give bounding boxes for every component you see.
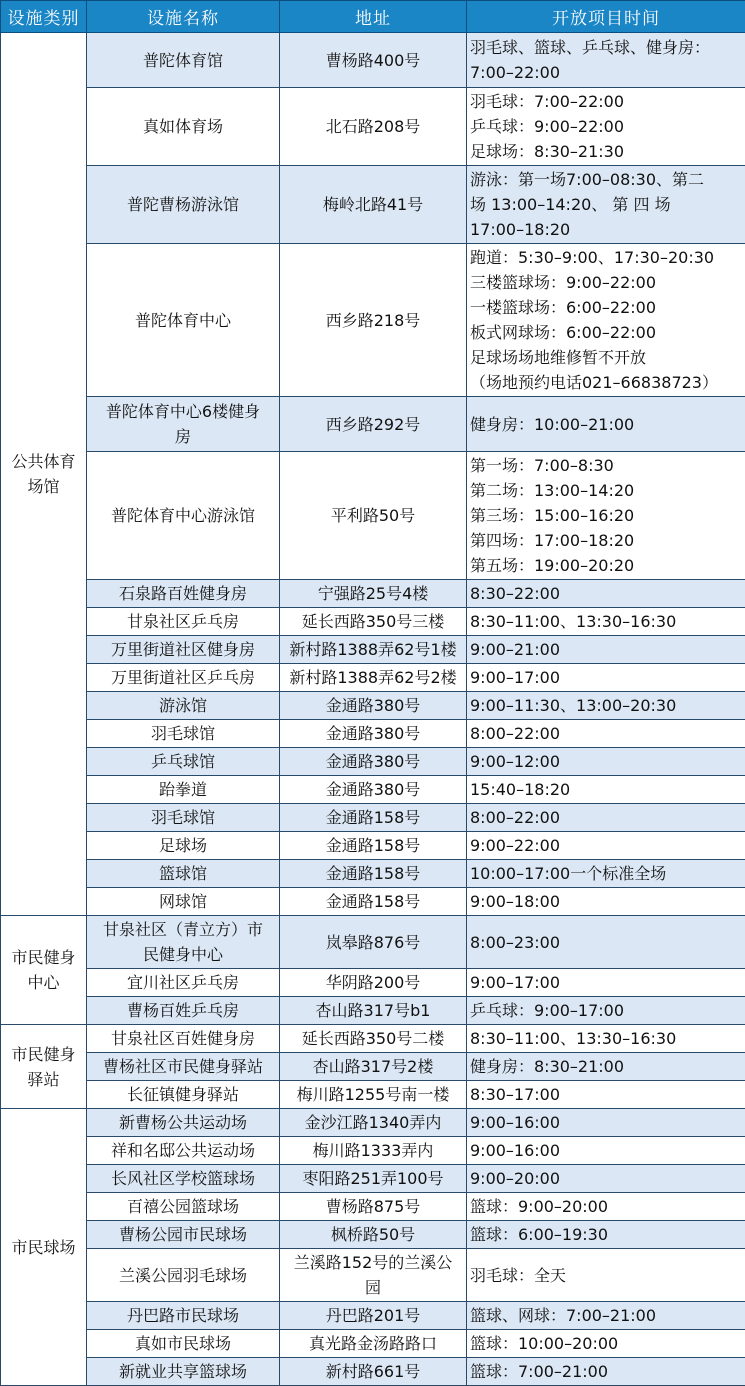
hours-cell: [467, 804, 745, 832]
table-row: [1, 1302, 745, 1330]
facility-name-cell: [87, 580, 280, 608]
hours-cell: [467, 1165, 745, 1193]
cell-line: 羽毛球馆: [90, 805, 276, 830]
cell-line: 市民球场: [4, 1235, 83, 1260]
cell-line: 金通路380号: [283, 693, 463, 718]
table-row: [1, 888, 745, 916]
cell-line: 8:30–11:00、13:30–16:30: [470, 609, 742, 634]
cell-line: 曹杨路875号: [283, 1194, 463, 1219]
cell-line: 曹杨社区市民健身驿站: [90, 1054, 276, 1079]
cell-line: 8:30–17:00: [470, 1082, 742, 1107]
table-row: [1, 832, 745, 860]
table-row: [1, 33, 745, 88]
facility-name-cell: [87, 244, 280, 397]
table-row: [1, 88, 745, 166]
table-row: [1, 720, 745, 748]
address-cell: [280, 916, 467, 969]
facility-name-cell: [87, 1302, 280, 1330]
facility-name-cell: [87, 1081, 280, 1109]
table-row: [1, 997, 745, 1025]
cell-line: 普陀体育中心6楼健身: [90, 399, 276, 424]
cell-line: 7:00–22:00: [470, 60, 742, 85]
facility-name-cell: [87, 33, 280, 88]
cell-line: 新就业共享篮球场: [90, 1359, 276, 1384]
cell-line: 篮球馆: [90, 861, 276, 886]
table-row: [1, 1053, 745, 1081]
hours-cell: [467, 1053, 745, 1081]
hours-cell: [467, 748, 745, 776]
cell-line: 第四场：17:00–18:20: [470, 528, 742, 553]
cell-line: 篮球、网球：7:00–21:00: [470, 1303, 742, 1328]
cell-line: 9:00–12:00: [470, 749, 742, 774]
cell-line: 篮球：6:00–19:30: [470, 1222, 742, 1247]
cell-line: 真如市民球场: [90, 1331, 276, 1356]
header-category: 设施类别: [1, 1, 87, 33]
table-row: [1, 1193, 745, 1221]
hours-cell: [467, 580, 745, 608]
table-row: [1, 636, 745, 664]
hours-cell: [467, 1193, 745, 1221]
cell-line: 篮球：10:00–20:00: [470, 1331, 742, 1356]
header-hours: 开放项目时间: [467, 1, 745, 33]
cell-line: （场地预约电话021–66838723）: [470, 370, 742, 395]
cell-line: 平利路50号: [283, 503, 463, 528]
cell-line: 杏山路317号b1: [283, 998, 463, 1023]
facility-name-cell: [87, 397, 280, 452]
table-row: [1, 1330, 745, 1358]
cell-line: 华阴路200号: [283, 970, 463, 995]
cell-line: 梅岭北路41号: [283, 192, 463, 217]
facility-name-cell: [87, 832, 280, 860]
cell-line: 普陀曹杨游泳馆: [90, 192, 276, 217]
cell-line: 园: [283, 1275, 463, 1300]
hours-cell: [467, 397, 745, 452]
cell-line: 网球馆: [90, 889, 276, 914]
cell-line: 延长西路350号二楼: [283, 1026, 463, 1051]
address-cell: [280, 860, 467, 888]
address-cell: [280, 33, 467, 88]
cell-line: 游泳：第一场7:00–08:30、第二: [470, 167, 742, 192]
cell-line: 丹巴路市民球场: [90, 1303, 276, 1328]
address-cell: [280, 969, 467, 997]
cell-line: 甘泉社区（青立方）市: [90, 917, 276, 942]
cell-line: 足球场场地维修暂不开放: [470, 345, 742, 370]
facility-name-cell: [87, 636, 280, 664]
cell-line: 祥和名邸公共运动场: [90, 1138, 276, 1163]
header-name: 设施名称: [87, 1, 280, 33]
cell-line: 健身房：10:00–21:00: [470, 412, 742, 437]
cell-line: 市民健身: [4, 1042, 83, 1067]
cell-line: 甘泉社区乒乓房: [90, 609, 276, 634]
cell-line: 9:00–17:00: [470, 665, 742, 690]
address-cell: [280, 888, 467, 916]
cell-line: 市民健身: [4, 945, 83, 970]
table-row: [1, 664, 745, 692]
hours-cell: [467, 1358, 745, 1386]
cell-line: 场 13:00–14:20、 第 四 场: [470, 192, 742, 217]
cell-line: 8:00–23:00: [470, 930, 742, 955]
hours-cell: [467, 888, 745, 916]
table-row: [1, 1081, 745, 1109]
cell-line: 枣阳路251弄100号: [283, 1166, 463, 1191]
cell-line: 新曹杨公共运动场: [90, 1110, 276, 1135]
hours-cell: [467, 1249, 745, 1302]
facility-name-cell: [87, 776, 280, 804]
hours-cell: [467, 244, 745, 397]
facility-name-cell: [87, 1025, 280, 1053]
hours-cell: [467, 1137, 745, 1165]
hours-cell: [467, 1330, 745, 1358]
cell-line: 游泳馆: [90, 693, 276, 718]
hours-cell: [467, 664, 745, 692]
table-row: [1, 244, 745, 397]
facility-name-cell: [87, 1358, 280, 1386]
cell-line: 跆拳道: [90, 777, 276, 802]
hours-cell: [467, 997, 745, 1025]
facility-name-cell: [87, 916, 280, 969]
facility-name-cell: [87, 1137, 280, 1165]
category-cell: [1, 916, 87, 1025]
address-cell: [280, 1081, 467, 1109]
cell-line: 第二场：13:00–14:20: [470, 478, 742, 503]
table-row: [1, 580, 745, 608]
cell-line: 篮球：9:00–20:00: [470, 1194, 742, 1219]
cell-line: 三楼篮球场：9:00–22:00: [470, 270, 742, 295]
category-cell: [1, 1025, 87, 1109]
address-cell: [280, 776, 467, 804]
cell-line: 新村路1388弄62号1楼: [283, 637, 463, 662]
facility-name-cell: [87, 1109, 280, 1137]
cell-line: 梅川路1255号南一楼: [283, 1082, 463, 1107]
cell-line: 延长西路350号三楼: [283, 609, 463, 634]
cell-line: 石泉路百姓健身房: [90, 581, 276, 606]
table-body: [1, 33, 745, 1386]
hours-cell: [467, 916, 745, 969]
address-cell: [280, 608, 467, 636]
cell-line: 羽毛球：7:00–22:00: [470, 89, 742, 114]
cell-line: 西乡路292号: [283, 412, 463, 437]
table-row: [1, 776, 745, 804]
cell-line: 金通路158号: [283, 861, 463, 886]
cell-line: 宜川社区乒乓房: [90, 970, 276, 995]
cell-line: 第五场：19:00–20:20: [470, 553, 742, 578]
address-cell: [280, 397, 467, 452]
address-cell: [280, 804, 467, 832]
address-cell: [280, 244, 467, 397]
hours-cell: [467, 1221, 745, 1249]
table-row: [1, 1249, 745, 1302]
cell-line: 金通路380号: [283, 777, 463, 802]
facility-name-cell: [87, 608, 280, 636]
hours-cell: [467, 1081, 745, 1109]
facility-name-cell: [87, 1165, 280, 1193]
table-header: [1, 1, 745, 33]
address-cell: [280, 1165, 467, 1193]
facility-name-cell: [87, 748, 280, 776]
facility-name-cell: [87, 888, 280, 916]
cell-line: 9:00–20:00: [470, 1166, 742, 1191]
cell-line: 羽毛球、篮球、乒乓球、健身房：: [470, 35, 742, 60]
address-cell: [280, 1053, 467, 1081]
cell-line: 西乡路218号: [283, 308, 463, 333]
facility-name-cell: [87, 88, 280, 166]
cell-line: 健身房：8:30–21:00: [470, 1054, 742, 1079]
table-row: [1, 608, 745, 636]
table-row: [1, 804, 745, 832]
address-cell: [280, 1221, 467, 1249]
table-row: [1, 1221, 745, 1249]
facility-name-cell: [87, 1249, 280, 1302]
address-cell: [280, 748, 467, 776]
cell-line: 9:00–16:00: [470, 1138, 742, 1163]
cell-line: 金通路158号: [283, 833, 463, 858]
address-cell: [280, 580, 467, 608]
address-cell: [280, 1137, 467, 1165]
cell-line: 曹杨路400号: [283, 48, 463, 73]
cell-line: 枫桥路50号: [283, 1222, 463, 1247]
cell-line: 金沙江路1340弄内: [283, 1110, 463, 1135]
facility-name-cell: [87, 664, 280, 692]
cell-line: 兰溪公园羽毛球场: [90, 1263, 276, 1288]
table-row: [1, 1109, 745, 1137]
facility-name-cell: [87, 1193, 280, 1221]
address-cell: [280, 452, 467, 580]
cell-line: 10:00–17:00一个标准全场: [470, 861, 742, 886]
table-row: [1, 916, 745, 969]
facility-name-cell: [87, 1053, 280, 1081]
table-row: [1, 452, 745, 580]
cell-line: 甘泉社区百姓健身房: [90, 1026, 276, 1051]
table-row: [1, 1358, 745, 1386]
cell-line: 场馆: [4, 474, 83, 499]
cell-line: 长征镇健身驿站: [90, 1082, 276, 1107]
address-cell: [280, 692, 467, 720]
cell-line: 篮球：7:00–21:00: [470, 1359, 742, 1384]
cell-line: 乒乓球：9:00–17:00: [470, 998, 742, 1023]
hours-cell: [467, 969, 745, 997]
cell-line: 乒乓球馆: [90, 749, 276, 774]
cell-line: 17:00–18:20: [470, 217, 742, 242]
hours-cell: [467, 860, 745, 888]
cell-line: 跑道：5:30–9:00、17:30–20:30: [470, 245, 742, 270]
cell-line: 8:00–22:00: [470, 805, 742, 830]
hours-cell: [467, 1109, 745, 1137]
table-row: [1, 1025, 745, 1053]
facility-name-cell: [87, 452, 280, 580]
hours-cell: [467, 692, 745, 720]
cell-line: 百禧公园篮球场: [90, 1194, 276, 1219]
address-cell: [280, 88, 467, 166]
address-cell: [280, 1193, 467, 1221]
table-row: [1, 692, 745, 720]
hours-cell: [467, 608, 745, 636]
cell-line: 普陀体育中心游泳馆: [90, 503, 276, 528]
header-address: 地址: [280, 1, 467, 33]
facility-name-cell: [87, 1330, 280, 1358]
cell-line: 公共体育: [4, 449, 83, 474]
cell-line: 曹杨百姓乒乓房: [90, 998, 276, 1023]
cell-line: 足球场: [90, 833, 276, 858]
facility-name-cell: [87, 1221, 280, 1249]
cell-line: 曹杨公园市民球场: [90, 1222, 276, 1247]
cell-line: 第三场：15:00–16:20: [470, 503, 742, 528]
address-cell: [280, 664, 467, 692]
cell-line: 真如体育场: [90, 114, 276, 139]
address-cell: [280, 1109, 467, 1137]
address-cell: [280, 832, 467, 860]
cell-line: 驿站: [4, 1067, 83, 1092]
cell-line: 丹巴路201号: [283, 1303, 463, 1328]
cell-line: 真光路金汤路路口: [283, 1331, 463, 1356]
hours-cell: [467, 636, 745, 664]
cell-line: 金通路158号: [283, 889, 463, 914]
facility-name-cell: [87, 692, 280, 720]
cell-line: 梅川路1333弄内: [283, 1138, 463, 1163]
cell-line: 房: [90, 424, 276, 449]
cell-line: 第一场：7:00–8:30: [470, 453, 742, 478]
table-row: [1, 1165, 745, 1193]
cell-line: 羽毛球馆: [90, 721, 276, 746]
cell-line: 板式网球场：6:00–22:00: [470, 320, 742, 345]
cell-line: 羽毛球：全天: [470, 1263, 742, 1288]
cell-line: 金通路380号: [283, 749, 463, 774]
cell-line: 足球场：8:30–21:30: [470, 139, 742, 164]
cell-line: 8:30–11:00、13:30–16:30: [470, 1026, 742, 1051]
cell-line: 岚皋路876号: [283, 930, 463, 955]
table-row: [1, 969, 745, 997]
cell-line: 中心: [4, 970, 83, 995]
cell-line: 北石路208号: [283, 114, 463, 139]
cell-line: 民健身中心: [90, 942, 276, 967]
table-row: [1, 748, 745, 776]
cell-line: 8:00–22:00: [470, 721, 742, 746]
hours-cell: [467, 452, 745, 580]
address-cell: [280, 720, 467, 748]
facility-name-cell: [87, 969, 280, 997]
cell-line: 万里街道社区乒乓房: [90, 665, 276, 690]
facility-name-cell: [87, 720, 280, 748]
cell-line: 15:40–18:20: [470, 777, 742, 802]
category-cell: [1, 1109, 87, 1386]
address-cell: [280, 1358, 467, 1386]
cell-line: 9:00–21:00: [470, 637, 742, 662]
hours-cell: [467, 776, 745, 804]
hours-cell: [467, 88, 745, 166]
address-cell: [280, 1330, 467, 1358]
table-row: [1, 860, 745, 888]
cell-line: 新村路1388弄62号2楼: [283, 665, 463, 690]
header-row: [1, 1, 745, 33]
cell-line: 9:00–16:00: [470, 1110, 742, 1135]
address-cell: [280, 166, 467, 244]
cell-line: 万里街道社区健身房: [90, 637, 276, 662]
hours-cell: [467, 720, 745, 748]
hours-cell: [467, 166, 745, 244]
table-row: [1, 397, 745, 452]
address-cell: [280, 1249, 467, 1302]
cell-line: 乒乓球：9:00–22:00: [470, 114, 742, 139]
facility-name-cell: [87, 860, 280, 888]
address-cell: [280, 997, 467, 1025]
table-row: [1, 1137, 745, 1165]
address-cell: [280, 636, 467, 664]
cell-line: 宁强路25号4楼: [283, 581, 463, 606]
hours-cell: [467, 1025, 745, 1053]
cell-line: 8:30–22:00: [470, 581, 742, 606]
hours-cell: [467, 832, 745, 860]
cell-line: 9:00–17:00: [470, 970, 742, 995]
address-cell: [280, 1025, 467, 1053]
facility-name-cell: [87, 997, 280, 1025]
cell-line: 9:00–18:00: [470, 889, 742, 914]
address-cell: [280, 1302, 467, 1330]
cell-line: 兰溪路152号的兰溪公: [283, 1250, 463, 1275]
cell-line: 金通路158号: [283, 805, 463, 830]
facility-name-cell: [87, 804, 280, 832]
category-cell: [1, 33, 87, 916]
cell-line: 普陀体育中心: [90, 308, 276, 333]
hours-cell: [467, 33, 745, 88]
cell-line: 金通路380号: [283, 721, 463, 746]
facility-name-cell: [87, 166, 280, 244]
cell-line: 一楼篮球场：6:00–22:00: [470, 295, 742, 320]
cell-line: 普陀体育馆: [90, 48, 276, 73]
cell-line: 新村路661号: [283, 1359, 463, 1384]
cell-line: 杏山路317号2楼: [283, 1054, 463, 1079]
table-row: [1, 166, 745, 244]
hours-cell: [467, 1302, 745, 1330]
cell-line: 长风社区学校篮球场: [90, 1166, 276, 1191]
cell-line: 9:00–11:30、13:00–20:30: [470, 693, 742, 718]
cell-line: 9:00–22:00: [470, 833, 742, 858]
